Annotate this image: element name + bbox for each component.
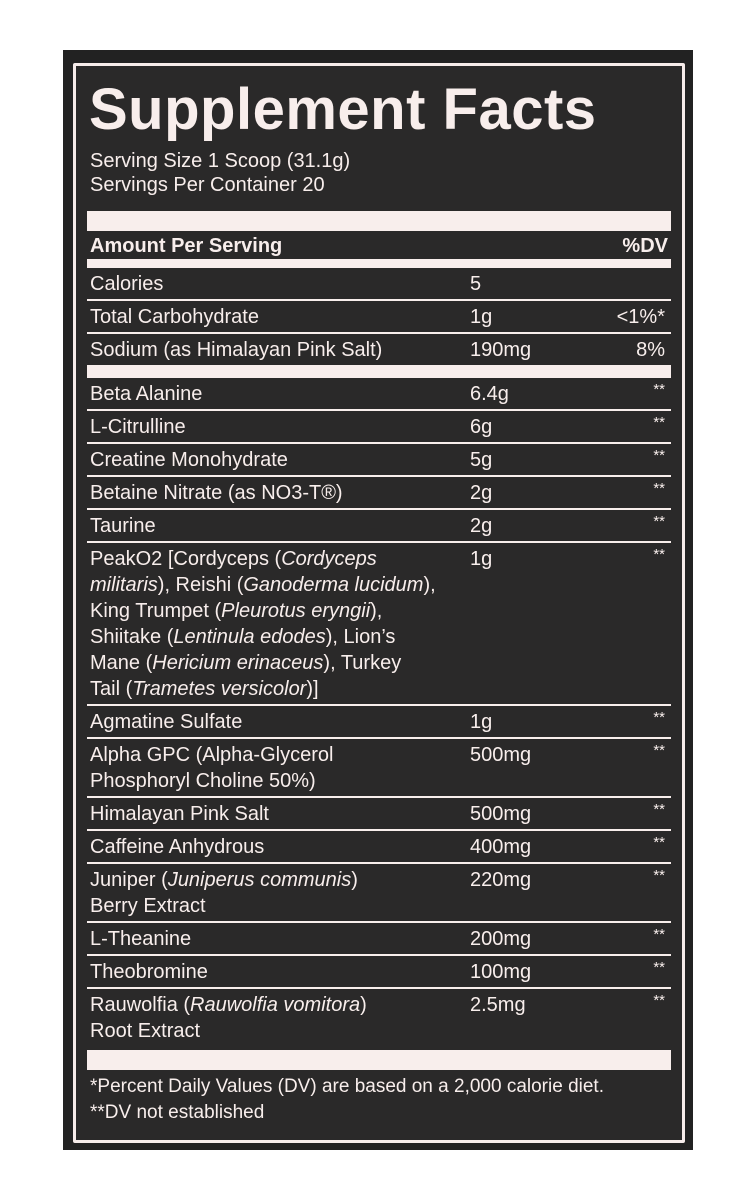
header-divider [87, 259, 671, 268]
ingredient-dv: ** [653, 867, 665, 884]
ingredient-name: PeakO2 [Cordyceps (Cordyceps militaris), Reishi (Ganoderma lucidum), King Trumpet (Pleurotus eryngii), Shiitake (Lentinula edodes), Lion’s Mane (Hericium erinaceus), Turkey Tail (Trametes versicolor)] [90, 548, 436, 700]
nutrient-row [87, 268, 671, 301]
ingredient-row [87, 923, 671, 956]
footnote-dv: *Percent Daily Values (DV) are based on a 2,000 calorie diet. [90, 1076, 604, 1097]
ingredient-dv: ** [653, 546, 665, 563]
ingredient-amount: 6.4g [470, 383, 509, 405]
ingredient-amount: 1g [470, 711, 493, 733]
ingredient-row [87, 798, 671, 831]
ingredient-row [87, 831, 671, 864]
nutrient-dv: 8% [636, 339, 665, 361]
ingredient-dv: ** [653, 513, 665, 530]
ingredient-dv: ** [653, 801, 665, 818]
ingredient-row-peako2 [87, 543, 671, 706]
bottom-divider [87, 1050, 671, 1070]
ingredient-name: Taurine [90, 515, 156, 537]
ingredient-name: Beta Alanine [90, 383, 203, 405]
ingredient-name: Agmatine Sulfate [90, 711, 243, 733]
ingredient-row [87, 956, 671, 989]
ingredient-name: Betaine Nitrate (as NO3-T®) [90, 482, 343, 504]
nutrient-row [87, 301, 671, 334]
nutrient-amount: 190mg [470, 339, 532, 361]
ingredient-dv: ** [653, 926, 665, 943]
ingredient-row [87, 378, 671, 411]
servings-per-container: Servings Per Container 20 [90, 174, 325, 196]
ingredient-row [87, 739, 671, 798]
nutrient-name: Total Carbohydrate [90, 306, 259, 328]
footnote-not-established: **DV not established [90, 1102, 265, 1123]
amount-per-serving-label: Amount Per Serving [90, 235, 283, 257]
ingredient-row [87, 864, 671, 923]
ingredient-dv: ** [653, 480, 665, 497]
ingredient-row [87, 411, 671, 444]
amount-header [87, 231, 671, 259]
ingredient-name: Rauwolfia (Rauwolfia vomitora) Root Extract [90, 994, 367, 1042]
ingredient-name: Caffeine Anhydrous [90, 836, 265, 858]
thick-divider [87, 211, 671, 231]
ingredient-amount: 200mg [470, 928, 532, 950]
ingredient-row [87, 477, 671, 510]
nutrient-amount: 5 [470, 273, 482, 295]
ingredient-name: Himalayan Pink Salt [90, 803, 269, 825]
nutrient-name: Calories [90, 273, 164, 295]
ingredient-name: L-Citrulline [90, 416, 186, 438]
ingredient-name: Juniper (Juniperus communis) Berry Extract [90, 869, 358, 917]
ingredient-dv: ** [653, 381, 665, 398]
ingredient-amount: 220mg [470, 869, 532, 891]
ingredient-row [87, 989, 671, 1046]
serving-size: Serving Size 1 Scoop (31.1g) [90, 150, 351, 172]
ingredient-name: Creatine Monohydrate [90, 449, 288, 471]
ingredient-dv: ** [653, 709, 665, 726]
nutrient-dv [610, 271, 671, 297]
ingredient-amount: 5g [470, 449, 493, 471]
dv-header-label: %DV [622, 235, 668, 257]
nutrient-dv: <1%* [616, 306, 665, 328]
ingredient-amount: 2g [470, 515, 493, 537]
nutrient-row [87, 334, 671, 365]
ingredient-amount: 100mg [470, 961, 532, 983]
section-divider [87, 365, 671, 378]
ingredient-row [87, 444, 671, 477]
supplement-facts-content [87, 67, 671, 1126]
nutrient-name: Sodium (as Himalayan Pink Salt) [90, 339, 383, 361]
ingredient-amount: 2.5mg [470, 994, 526, 1016]
ingredient-amount: 500mg [470, 803, 532, 825]
ingredient-dv: ** [653, 834, 665, 851]
ingredient-name: Alpha GPC (Alpha-Glycerol Phosphoryl Choline 50%) [90, 744, 334, 792]
ingredient-amount: 2g [470, 482, 493, 504]
ingredient-row [87, 510, 671, 543]
ingredient-amount: 1g [470, 548, 493, 570]
ingredient-dv: ** [653, 447, 665, 464]
ingredient-dv: ** [653, 414, 665, 431]
ingredient-amount: 500mg [470, 744, 532, 766]
label-title: Supplement Facts [89, 77, 597, 142]
ingredient-dv: ** [653, 959, 665, 976]
nutrient-amount: 1g [470, 306, 493, 328]
ingredient-row [87, 706, 671, 739]
ingredient-name: Theobromine [90, 961, 208, 983]
ingredient-amount: 400mg [470, 836, 532, 858]
ingredient-amount: 6g [470, 416, 493, 438]
ingredient-dv: ** [653, 742, 665, 759]
ingredient-name: L-Theanine [90, 928, 192, 950]
ingredient-dv: ** [653, 992, 665, 1009]
